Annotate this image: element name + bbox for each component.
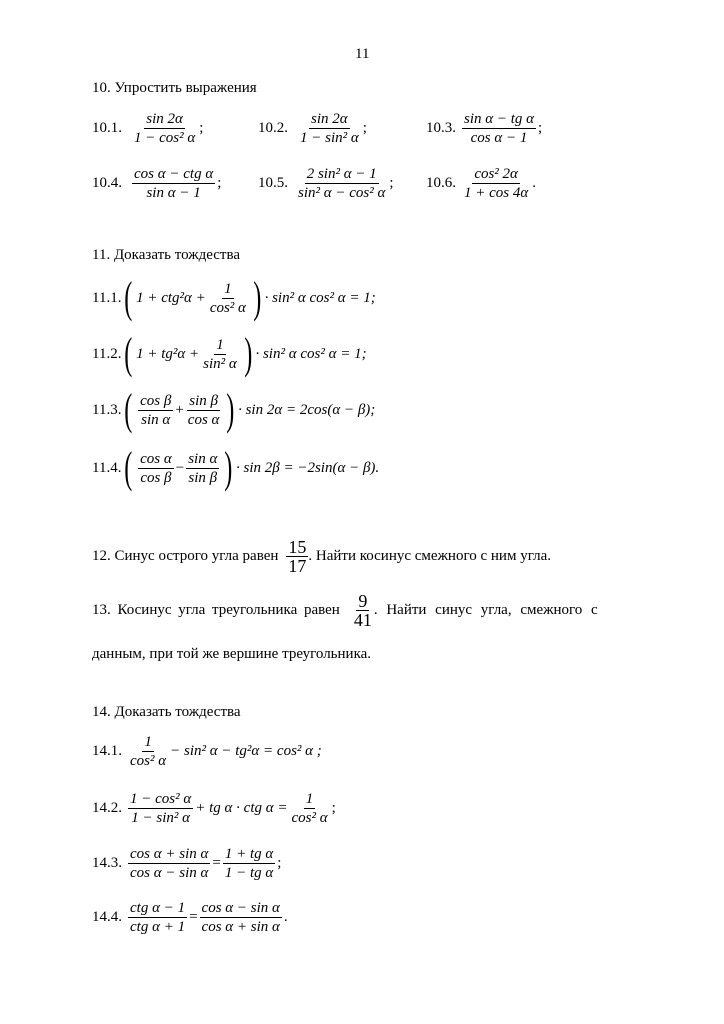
punct: ; bbox=[389, 175, 394, 191]
problem-11-2 bbox=[92, 329, 367, 378]
fraction bbox=[352, 592, 374, 629]
punct: ; bbox=[217, 175, 222, 191]
numerator: sin 2α bbox=[146, 111, 183, 127]
problem-text: 12. Синус острого угла равен bbox=[92, 548, 279, 564]
problem-10-2 bbox=[258, 110, 367, 147]
denominator: cos² α bbox=[291, 810, 328, 826]
fraction bbox=[186, 450, 219, 487]
expression: · sin 2α = 2cos(α − β); bbox=[238, 401, 376, 418]
problem-label: 11.1. bbox=[92, 289, 122, 306]
numerator: 1 bbox=[144, 734, 152, 750]
denominator: ctg α + 1 bbox=[130, 919, 186, 935]
numerator: cos α − sin α bbox=[201, 900, 280, 916]
expression: 1 + ctg²α + bbox=[136, 289, 206, 306]
numerator: 9 bbox=[358, 591, 368, 611]
numerator: 1 + tg α bbox=[224, 846, 274, 862]
problem-10-1 bbox=[92, 110, 203, 147]
numerator: sin β bbox=[189, 392, 218, 409]
problem-label: 10.3. bbox=[426, 120, 456, 136]
punct: ; bbox=[331, 800, 336, 816]
problem-label: 14.1. bbox=[92, 743, 122, 759]
problem-10-4 bbox=[92, 165, 221, 202]
punct: . bbox=[283, 909, 288, 925]
problem-10-5 bbox=[258, 165, 394, 202]
fraction bbox=[462, 165, 530, 202]
denominator: 17 bbox=[288, 556, 307, 576]
problem-11-1 bbox=[92, 273, 376, 322]
expression: · sin² α cos² α = 1; bbox=[255, 345, 367, 362]
problem-label: 10.6. bbox=[426, 175, 456, 191]
numerator: cos α bbox=[140, 450, 172, 467]
problem-label: 11.4. bbox=[92, 459, 122, 476]
page-number: 11 bbox=[355, 46, 370, 62]
fraction bbox=[200, 899, 282, 936]
punct: ; bbox=[199, 120, 204, 136]
problem-text: . Найти синус угла, смежного с bbox=[373, 602, 598, 618]
numerator: cos α − ctg α bbox=[134, 166, 214, 182]
problem-label: 10.5. bbox=[258, 175, 288, 191]
operator: − bbox=[175, 459, 185, 476]
denominator: sin α − 1 bbox=[146, 185, 201, 201]
problem-label: 10.1. bbox=[92, 120, 122, 136]
problem-text: 13. Косинус угла треугольника равен bbox=[92, 602, 340, 618]
denominator: 1 − sin² α bbox=[300, 130, 359, 146]
punct: ; bbox=[538, 120, 543, 136]
numerator: sin α − tg α bbox=[464, 111, 535, 127]
right-paren: ) bbox=[244, 329, 253, 378]
problem-13 bbox=[92, 592, 658, 629]
denominator: cos² α bbox=[209, 299, 246, 316]
denominator: 1 − sin² α bbox=[131, 810, 190, 826]
problem-11-4 bbox=[92, 443, 380, 492]
fraction bbox=[128, 790, 193, 827]
numerator: 2 sin² α − 1 bbox=[306, 166, 377, 182]
problem-14-1 bbox=[92, 733, 322, 770]
fraction bbox=[462, 110, 536, 147]
fraction bbox=[132, 110, 197, 147]
denominator: cos α bbox=[187, 411, 220, 428]
denominator: cos α + sin α bbox=[201, 919, 280, 935]
left-paren: ( bbox=[124, 329, 133, 378]
operator: = bbox=[189, 909, 198, 925]
denominator: sin² α bbox=[203, 355, 237, 372]
numerator: 1 bbox=[305, 791, 314, 807]
denominator: cos α − 1 bbox=[470, 130, 528, 146]
numerator: 15 bbox=[288, 537, 307, 557]
parenthesized-group bbox=[121, 273, 264, 322]
denominator: 1 − tg α bbox=[224, 865, 274, 881]
section-10-title: 10. Упростить выражения bbox=[92, 80, 257, 96]
denominator: 1 − cos² α bbox=[134, 130, 196, 146]
fraction bbox=[208, 280, 248, 317]
fraction bbox=[286, 538, 308, 575]
problem-label: 11.2. bbox=[92, 345, 122, 362]
fraction bbox=[128, 899, 187, 936]
numerator: cos² 2α bbox=[474, 166, 518, 182]
problem-13-continuation: данным, при той же вершине треугольника. bbox=[92, 646, 372, 662]
numerator: 1 bbox=[216, 336, 224, 353]
fraction bbox=[201, 336, 239, 373]
parenthesized-group bbox=[121, 329, 255, 378]
numerator: 1 bbox=[224, 280, 232, 297]
problem-label: 10.4. bbox=[92, 175, 122, 191]
expression: + tg α · ctg α = bbox=[195, 800, 288, 816]
left-paren: ( bbox=[124, 273, 133, 322]
expression: 1 + tg²α + bbox=[136, 345, 200, 362]
numerator: 1 − cos² α bbox=[130, 791, 192, 807]
denominator: cos² α bbox=[130, 753, 167, 769]
numerator: sin α bbox=[188, 450, 218, 467]
fraction bbox=[128, 845, 210, 882]
punct: ; bbox=[362, 120, 367, 136]
denominator: sin α bbox=[141, 411, 171, 428]
problem-10-3 bbox=[426, 110, 542, 147]
fraction bbox=[132, 165, 215, 202]
numerator: cos β bbox=[140, 392, 172, 409]
punct: ; bbox=[277, 855, 282, 871]
right-paren: ) bbox=[253, 273, 262, 322]
problem-11-3 bbox=[92, 385, 376, 434]
problem-label: 14.2. bbox=[92, 800, 122, 816]
problem-12 bbox=[92, 538, 551, 575]
fraction bbox=[138, 392, 173, 429]
numerator: sin 2α bbox=[311, 111, 348, 127]
problem-label: 14.4. bbox=[92, 909, 122, 925]
right-paren: ) bbox=[224, 443, 233, 492]
denominator: 1 + cos 4α bbox=[464, 185, 529, 201]
problem-text: . Найти косинус смежного с ним угла. bbox=[308, 548, 551, 564]
parenthesized-group bbox=[121, 443, 236, 492]
fraction bbox=[186, 392, 222, 429]
right-paren: ) bbox=[226, 385, 235, 434]
fraction bbox=[138, 450, 174, 487]
denominator: 41 bbox=[353, 610, 372, 630]
denominator: sin² α − cos² α bbox=[298, 185, 386, 201]
expression: − sin² α − tg²α = cos² α ; bbox=[170, 743, 322, 759]
problem-label: 14.3. bbox=[92, 855, 122, 871]
denominator: sin β bbox=[188, 469, 218, 486]
numerator: cos α + sin α bbox=[130, 846, 209, 862]
denominator: cos α − sin α bbox=[130, 865, 209, 881]
operator: + bbox=[175, 401, 184, 418]
problem-14-4 bbox=[92, 899, 288, 936]
fraction bbox=[289, 790, 329, 827]
problem-14-3 bbox=[92, 845, 281, 882]
expression: · sin 2β = −2sin(α − β). bbox=[236, 459, 380, 476]
left-paren: ( bbox=[124, 385, 133, 434]
denominator: cos β bbox=[140, 469, 172, 486]
fraction bbox=[298, 110, 361, 147]
numerator: ctg α − 1 bbox=[130, 900, 186, 916]
punct: . bbox=[532, 175, 536, 191]
section-11-title: 11. Доказать тождества bbox=[92, 247, 241, 263]
operator: = bbox=[212, 855, 221, 871]
expression: · sin² α cos² α = 1; bbox=[264, 289, 376, 306]
left-paren: ( bbox=[124, 443, 133, 492]
problem-label: 10.2. bbox=[258, 120, 288, 136]
fraction bbox=[223, 845, 275, 882]
parenthesized-group bbox=[121, 385, 238, 434]
problem-14-2 bbox=[92, 790, 336, 827]
fraction bbox=[296, 165, 387, 202]
section-14-title: 14. Доказать тождества bbox=[92, 704, 241, 720]
problem-10-6 bbox=[426, 165, 536, 202]
fraction bbox=[128, 733, 168, 770]
problem-label: 11.3. bbox=[92, 401, 122, 418]
